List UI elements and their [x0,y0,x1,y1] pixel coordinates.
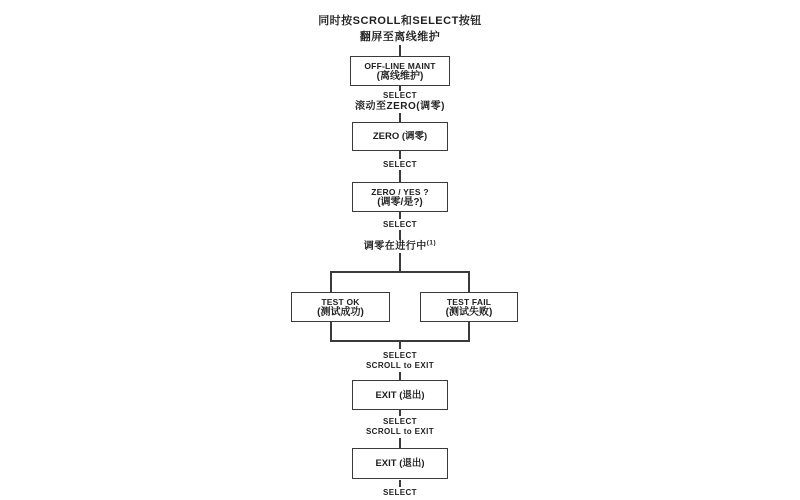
flow-instruction-line1: 同时按SCROLL和SELECT按钮 [318,15,482,27]
connector-line [399,410,401,416]
connector-line [330,322,332,341]
label-select: SELECT [383,488,417,497]
connector-line [399,372,401,380]
zeroing-text: 调零在进行中 [363,241,427,252]
node-zero-yes [352,182,448,212]
node-zero-label: ZERO (调零) [372,131,428,142]
footnote-marker: (1) [426,239,437,247]
connector-line [399,212,401,219]
label-scroll-to-exit: SCROLL to EXIT [365,361,435,370]
node-exit-1-label: EXIT (退出) [375,389,425,401]
connector-line [399,230,401,240]
connector-line [399,480,401,487]
node-offline-maint [350,56,450,86]
label-scroll-to-zero: 滚动至ZERO(调零) [355,101,445,112]
node-test-ok-label-en: TEST OK [321,296,360,307]
connector-line [330,271,332,292]
node-zero-yes-label-en: ZERO / YES ? [371,186,429,197]
connector-line [399,113,401,122]
label-zeroing-in-progress [0,241,800,252]
node-exit-2 [352,448,448,479]
node-test-fail-label-zh: (测试失败) [445,306,493,318]
node-exit-2-label: EXIT (退出) [375,458,425,469]
flow-instruction-line2: 翻屏至离线维护 [359,31,441,43]
node-zero [352,122,448,151]
label-select: SELECT [383,417,417,426]
node-offline-maint-label-en: OFF-LINE MAINT [364,60,436,71]
node-test-ok-label-zh: (测试成功) [317,306,364,318]
node-offline-maint-label-zh: (离线维护) [376,70,424,82]
node-test-ok [291,292,390,322]
connector-line [399,438,401,448]
node-exit-1 [352,380,448,410]
node-test-fail [420,292,518,322]
label-scroll-to-exit: SCROLL to EXIT [365,427,435,436]
connector-line [399,253,401,271]
connector-line [330,271,470,273]
label-select: SELECT [383,220,417,229]
connector-line [468,271,470,292]
connector-line [399,45,401,56]
connector-line [399,341,401,349]
connector-line [399,170,401,182]
connector-line [399,151,401,159]
label-select: SELECT [383,351,417,360]
connector-line [468,322,470,341]
label-select: SELECT [383,91,417,100]
node-zero-yes-label-zh: (调零/是?) [377,196,423,208]
node-test-fail-label-en: TEST FAIL [446,296,492,307]
label-select: SELECT [383,160,417,169]
